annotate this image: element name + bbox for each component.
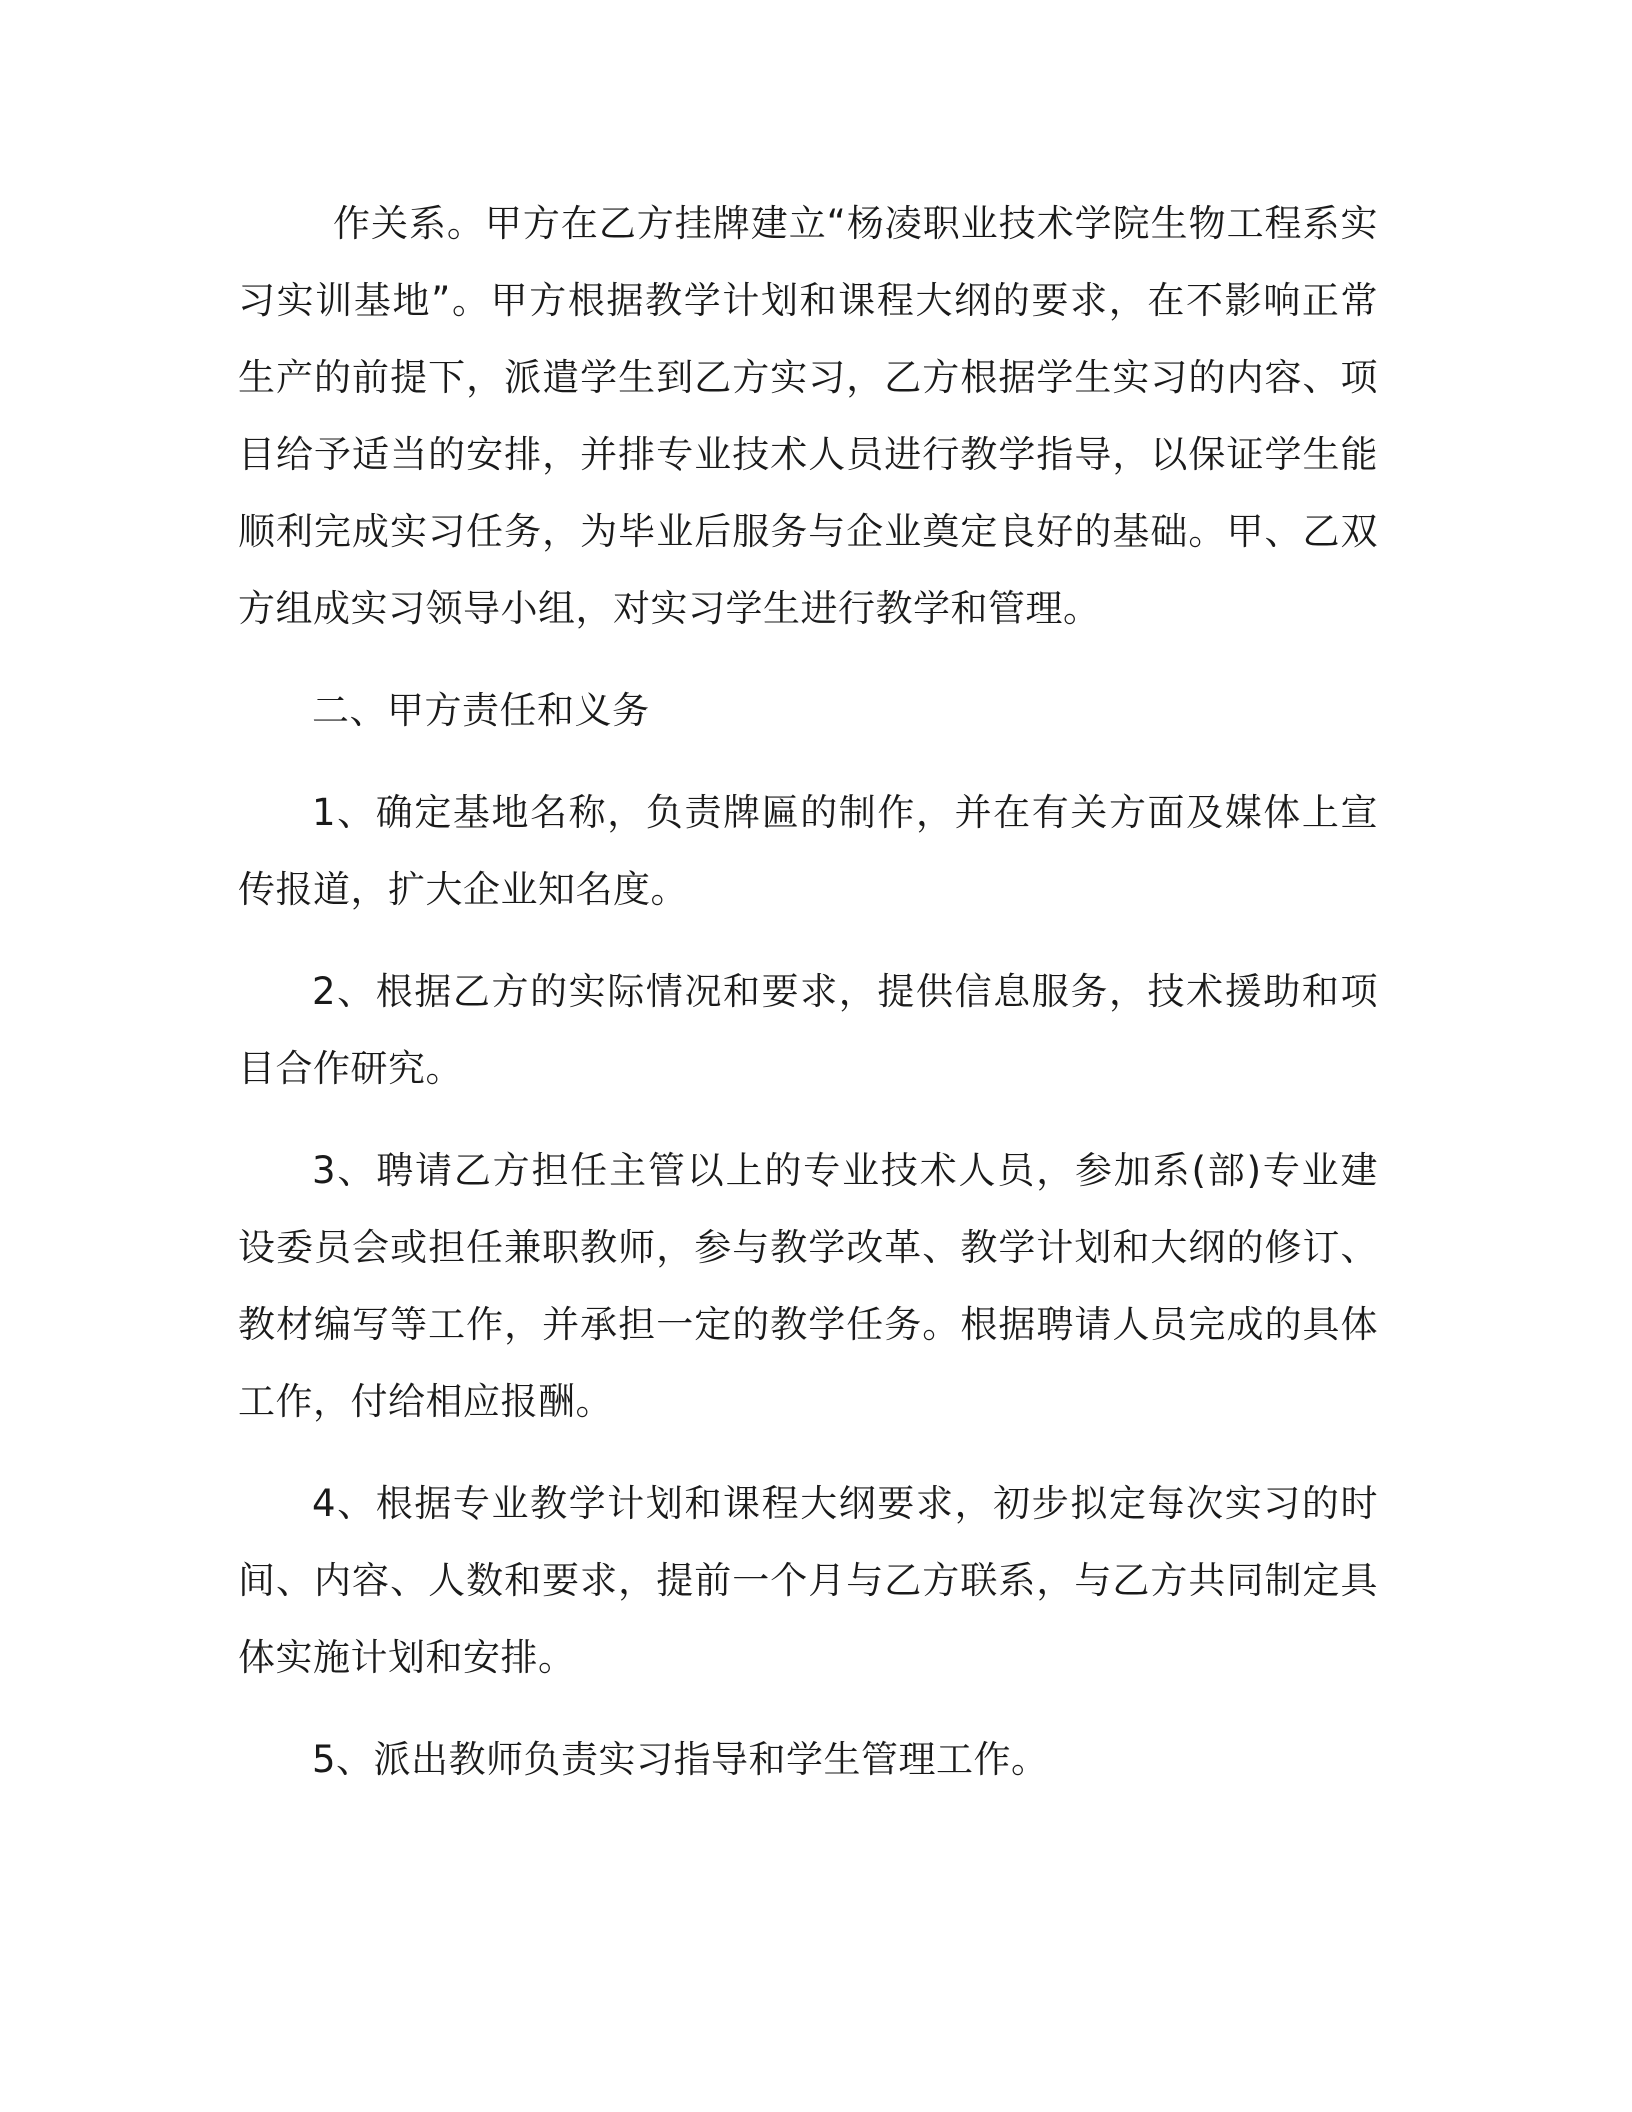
paragraph-item-4: 4、根据专业教学计划和课程大纲要求，初步拟定每次实习的时间、内容、人数和要求，提前一个月与乙方联系，与乙方共同制定具体实施计划和安排。 bbox=[238, 1482, 1378, 1679]
paragraph-item-1: 1、确定基地名称，负责牌匾的制作，并在有关方面及媒体上宣传报道，扩大企业知名度。 bbox=[238, 791, 1378, 911]
paragraph-item-5: 5、派出教师负责实习指导和学生管理工作。 bbox=[312, 1738, 1049, 1781]
paragraph-item-3: 3、聘请乙方担任主管以上的专业技术人员，参加系(部)专业建设委员会或担任兼职教师，参与教学改革、教学计划和大纲的修订、教材编写等工作，并承担一定的教学任务。根据聘请人员完成的具体工作，付给相应报酬。 bbox=[238, 1149, 1378, 1423]
document-body bbox=[238, 185, 1378, 1823]
paragraph-cooperation: 作关系。甲方在乙方挂牌建立“杨凌职业技术学院生物工程系实习实训基地”。甲方根据教学计划和课程大纲的要求，在不影响正常生产的前提下，派遣学生到乙方实习，乙方根据学生实习的内容、项目给予适当的安排，并排专业技术人员进行教学指导，以保证学生能顺利完成实习任务，为毕业后服务与企业奠定良好的基础。甲、乙双方组成实习领导小组，对实习学生进行教学和管理。 bbox=[238, 202, 1378, 630]
section-heading-party-a-duties: 二、甲方责任和义务 bbox=[312, 689, 650, 732]
paragraph-item-2: 2、根据乙方的实际情况和要求，提供信息服务，技术援助和项目合作研究。 bbox=[238, 970, 1378, 1090]
